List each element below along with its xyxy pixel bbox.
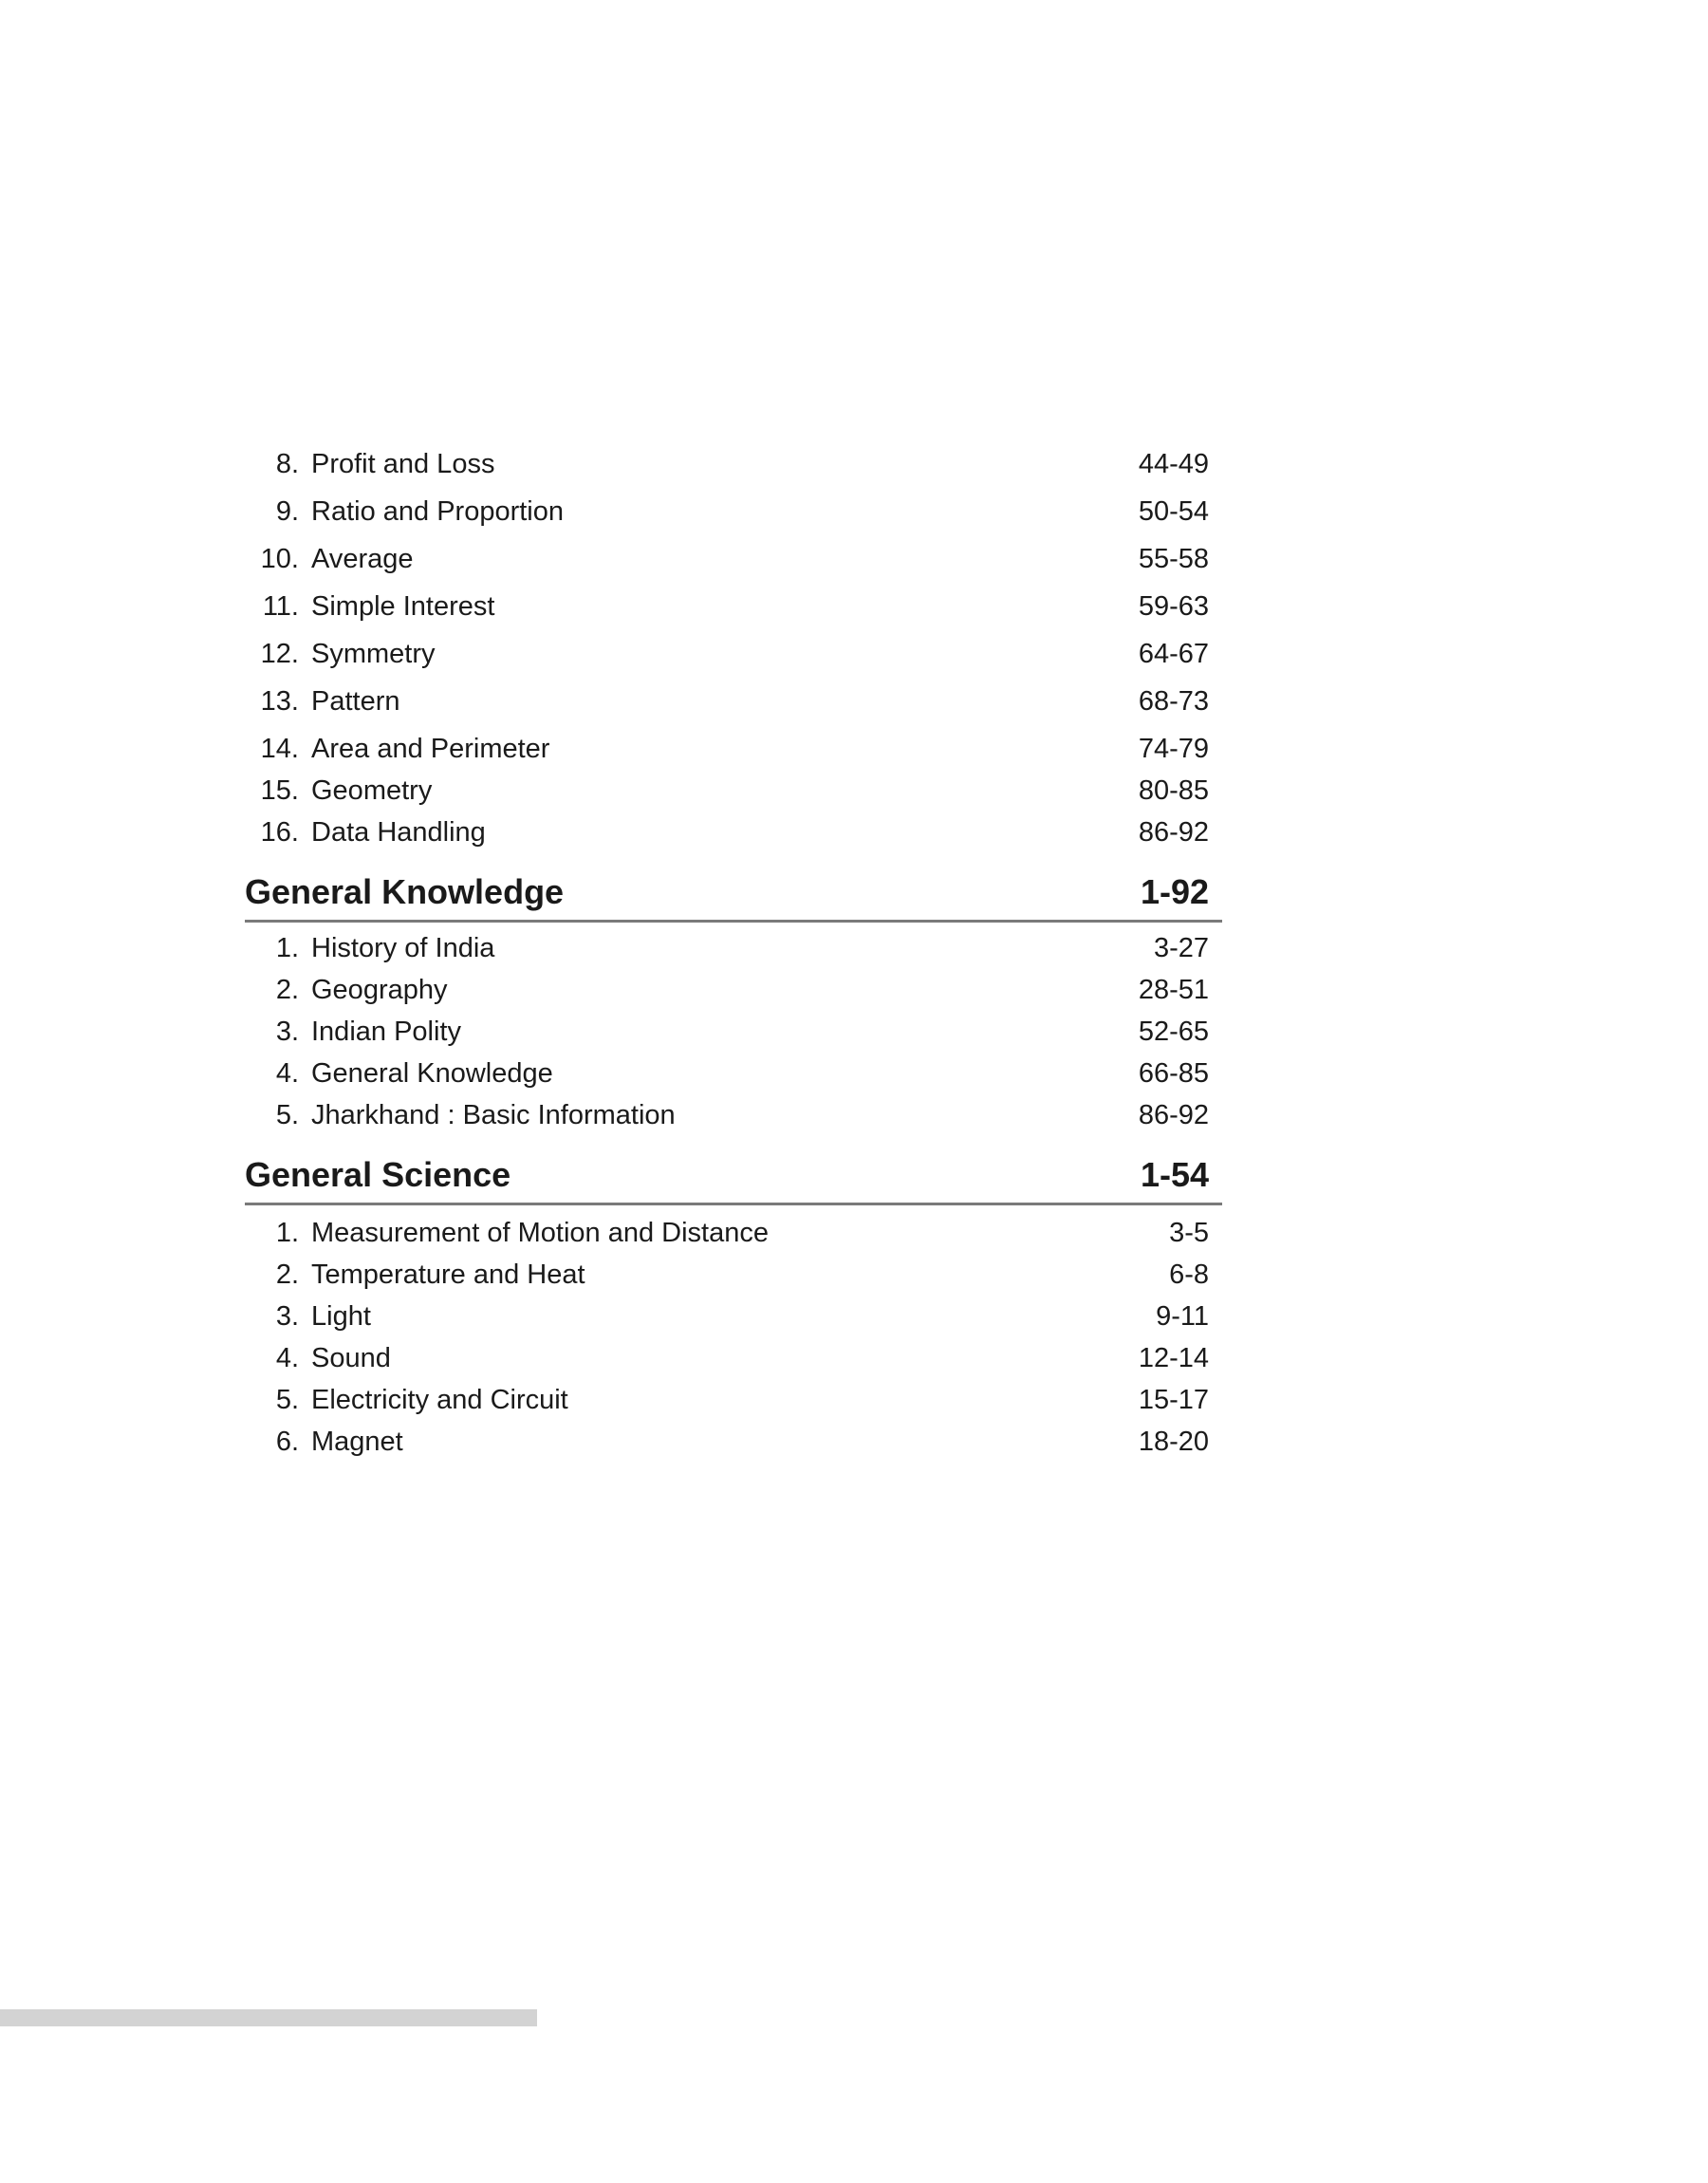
toc-entry [245, 1217, 1222, 1259]
toc-entry [245, 1384, 1222, 1426]
entry-pages: 18-20 [1138, 1427, 1209, 1458]
entry-number: 3. [275, 1301, 299, 1333]
entry-pages: 12-14 [1138, 1343, 1209, 1374]
entry-title: Temperature and Heat [311, 1259, 585, 1291]
toc-entry [245, 543, 1222, 590]
toc-entry [245, 774, 1222, 816]
entry-number: 2. [275, 975, 299, 1006]
entry-title: Ratio and Proportion [311, 496, 564, 527]
toc-entry [245, 1342, 1222, 1384]
entry-number: 2. [275, 1259, 299, 1291]
toc-entry [245, 590, 1222, 638]
entry-title: Measurement of Motion and Distance [311, 1218, 769, 1249]
toc-entry [245, 816, 1222, 864]
toc-entry [245, 495, 1222, 543]
entry-title: Area and Perimeter [311, 734, 550, 764]
entry-number: 15. [260, 775, 299, 806]
section-heading [245, 871, 1222, 923]
section-pages: 1-54 [1140, 1155, 1209, 1195]
toc-entry [245, 974, 1222, 1016]
entry-title: Geography [311, 975, 448, 1006]
entry-number: 4. [275, 1058, 299, 1090]
toc-entry [245, 733, 1222, 774]
entry-number: 14. [260, 734, 299, 764]
entry-pages: 55-58 [1138, 544, 1209, 574]
entry-pages: 59-63 [1138, 591, 1209, 622]
section-heading [245, 1154, 1222, 1205]
entry-number: 8. [275, 449, 299, 479]
maths-entries [245, 448, 1222, 864]
entry-pages: 28-51 [1138, 975, 1209, 1006]
entry-number: 3. [275, 1017, 299, 1048]
toc-entry [245, 932, 1222, 974]
entry-pages: 80-85 [1138, 775, 1209, 806]
entry-title: Data Handling [311, 817, 486, 848]
entry-title: Electricity and Circuit [311, 1385, 568, 1416]
entry-pages: 44-49 [1138, 449, 1209, 479]
entry-pages: 50-54 [1138, 496, 1209, 527]
toc-entry [245, 685, 1222, 733]
entry-number: 5. [275, 1100, 299, 1131]
entry-pages: 3-5 [1169, 1218, 1209, 1249]
entry-number: 1. [275, 1218, 299, 1249]
entry-pages: 68-73 [1138, 686, 1209, 717]
entry-number: 12. [260, 639, 299, 669]
entry-title: Profit and Loss [311, 449, 495, 479]
entry-number: 6. [275, 1427, 299, 1458]
entry-pages: 6-8 [1169, 1259, 1209, 1291]
entry-title: Light [311, 1301, 371, 1333]
entry-pages: 86-92 [1138, 1100, 1209, 1131]
entry-number: 11. [262, 591, 299, 622]
entry-number: 13. [260, 686, 299, 717]
entry-pages: 64-67 [1138, 639, 1209, 669]
entry-pages: 86-92 [1138, 817, 1209, 848]
toc-entry [245, 1259, 1222, 1300]
entry-pages: 15-17 [1138, 1385, 1209, 1416]
toc-entry [245, 1300, 1222, 1342]
entry-title: General Knowledge [311, 1058, 553, 1090]
entry-pages: 3-27 [1153, 933, 1209, 964]
entry-title: Magnet [311, 1427, 403, 1458]
entry-title: Sound [311, 1343, 391, 1374]
toc-entry [245, 448, 1222, 495]
entry-pages: 74-79 [1138, 734, 1209, 764]
toc-entry [245, 1099, 1222, 1141]
entry-number: 10. [260, 544, 299, 574]
toc-entry [245, 638, 1222, 685]
general-knowledge-entries [245, 932, 1222, 1141]
section-title: General Science [245, 1155, 511, 1195]
entry-title: Jharkhand : Basic Information [311, 1100, 676, 1131]
entry-title: Average [311, 544, 414, 574]
table-of-contents [245, 448, 1222, 1467]
entry-title: Geometry [311, 775, 433, 806]
toc-entry [245, 1057, 1222, 1099]
entry-number: 1. [275, 933, 299, 964]
entry-number: 5. [275, 1385, 299, 1416]
entry-number: 9. [275, 496, 299, 527]
entry-number: 16. [260, 817, 299, 848]
entry-pages: 52-65 [1138, 1017, 1209, 1048]
entry-title: Symmetry [311, 639, 436, 669]
page-footer-bar [0, 2009, 537, 2026]
entry-title: Indian Polity [311, 1017, 461, 1048]
entry-title: Pattern [311, 686, 400, 717]
toc-entry [245, 1016, 1222, 1057]
entry-number: 4. [275, 1343, 299, 1374]
toc-entry [245, 1426, 1222, 1467]
entry-title: History of India [311, 933, 495, 964]
section-title: General Knowledge [245, 872, 565, 911]
general-science-entries [245, 1217, 1222, 1467]
entry-pages: 66-85 [1138, 1058, 1209, 1090]
entry-title: Simple Interest [311, 591, 495, 622]
entry-pages: 9-11 [1156, 1301, 1209, 1333]
section-pages: 1-92 [1140, 872, 1209, 911]
